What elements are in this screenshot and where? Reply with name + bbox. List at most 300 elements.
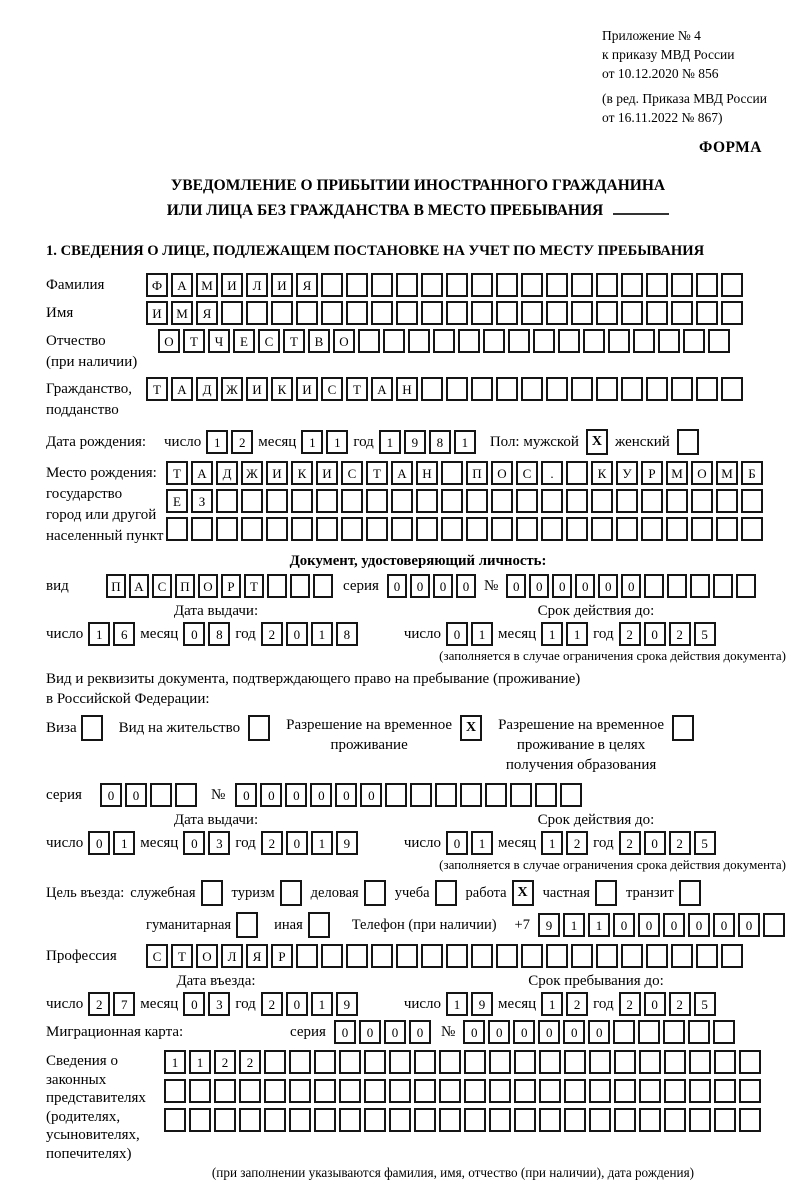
birth-year-boxes[interactable] (379, 430, 476, 454)
char-box[interactable]: 0 (688, 913, 710, 937)
purpose-work-checkbox[interactable]: X (512, 880, 534, 906)
char-box[interactable] (666, 489, 688, 513)
char-box[interactable]: 1 (88, 622, 110, 646)
char-box[interactable]: 2 (619, 622, 641, 646)
char-box[interactable] (546, 944, 568, 968)
char-box[interactable]: Е (233, 329, 255, 353)
stay-day-boxes[interactable] (446, 992, 493, 1016)
char-box[interactable] (341, 489, 363, 513)
purpose-transit-checkbox[interactable] (679, 880, 701, 906)
residence-issue-day-boxes[interactable] (88, 831, 135, 855)
char-box[interactable] (666, 517, 688, 541)
char-box[interactable] (364, 1108, 386, 1132)
char-box[interactable] (471, 273, 493, 297)
char-box[interactable]: О (491, 461, 513, 485)
char-box[interactable]: А (171, 377, 193, 401)
char-box[interactable] (541, 489, 563, 513)
char-box[interactable]: Л (246, 273, 268, 297)
char-box[interactable]: 8 (429, 430, 451, 454)
char-box[interactable] (583, 329, 605, 353)
char-box[interactable] (366, 489, 388, 513)
char-box[interactable]: 0 (538, 1020, 560, 1044)
char-box[interactable] (391, 489, 413, 513)
char-box[interactable]: Т (244, 574, 264, 598)
char-box[interactable]: 0 (260, 783, 282, 807)
char-box[interactable] (539, 1079, 561, 1103)
char-box[interactable]: 8 (336, 622, 358, 646)
char-box[interactable]: Т (171, 944, 193, 968)
char-box[interactable]: С (152, 574, 172, 598)
char-box[interactable]: О (198, 574, 218, 598)
char-box[interactable]: Ж (221, 377, 243, 401)
char-box[interactable]: У (616, 461, 638, 485)
char-box[interactable] (164, 1079, 186, 1103)
char-box[interactable] (589, 1108, 611, 1132)
char-box[interactable] (664, 1050, 686, 1074)
char-box[interactable] (214, 1108, 236, 1132)
char-box[interactable] (391, 517, 413, 541)
char-box[interactable] (596, 301, 618, 325)
char-box[interactable] (564, 1108, 586, 1132)
char-box[interactable]: К (591, 461, 613, 485)
char-box[interactable] (466, 489, 488, 513)
char-box[interactable]: С (321, 377, 343, 401)
char-box[interactable] (690, 574, 710, 598)
char-box[interactable] (596, 944, 618, 968)
doc-number-boxes[interactable] (506, 574, 756, 598)
doc-valid-day-boxes[interactable] (446, 622, 493, 646)
name-boxes[interactable] (146, 301, 743, 325)
char-box[interactable] (621, 944, 643, 968)
char-box[interactable]: А (191, 461, 213, 485)
char-box[interactable] (721, 273, 743, 297)
char-box[interactable]: О (333, 329, 355, 353)
char-box[interactable]: 1 (541, 992, 563, 1016)
char-box[interactable]: 0 (713, 913, 735, 937)
patronymic-boxes[interactable] (158, 329, 730, 353)
char-box[interactable] (446, 944, 468, 968)
char-box[interactable] (471, 301, 493, 325)
char-box[interactable] (471, 944, 493, 968)
char-box[interactable] (410, 783, 432, 807)
residence-issue-year-boxes[interactable] (261, 831, 358, 855)
char-box[interactable] (683, 329, 705, 353)
char-box[interactable]: Б (741, 461, 763, 485)
char-box[interactable] (416, 489, 438, 513)
char-box[interactable]: С (146, 944, 168, 968)
entry-day-boxes[interactable] (88, 992, 135, 1016)
purpose-business-checkbox[interactable] (364, 880, 386, 906)
char-box[interactable]: 0 (310, 783, 332, 807)
char-box[interactable] (290, 574, 310, 598)
doc-issue-day-boxes[interactable] (88, 622, 135, 646)
char-box[interactable]: 0 (644, 992, 666, 1016)
char-box[interactable] (763, 913, 785, 937)
char-box[interactable] (266, 489, 288, 513)
char-box[interactable] (150, 783, 172, 807)
char-box[interactable]: 0 (285, 783, 307, 807)
char-box[interactable]: 1 (541, 831, 563, 855)
char-box[interactable] (464, 1108, 486, 1132)
char-box[interactable]: Ф (146, 273, 168, 297)
char-box[interactable] (191, 517, 213, 541)
char-box[interactable]: Р (221, 574, 241, 598)
char-box[interactable]: И (296, 377, 318, 401)
residence-valid-day-boxes[interactable] (446, 831, 493, 855)
char-box[interactable] (571, 377, 593, 401)
char-box[interactable] (346, 944, 368, 968)
char-box[interactable] (646, 377, 668, 401)
char-box[interactable]: И (266, 461, 288, 485)
char-box[interactable]: 2 (619, 992, 641, 1016)
char-box[interactable] (546, 377, 568, 401)
char-box[interactable] (521, 301, 543, 325)
char-box[interactable]: 1 (311, 992, 333, 1016)
char-box[interactable]: Я (296, 273, 318, 297)
char-box[interactable] (421, 273, 443, 297)
char-box[interactable]: 5 (694, 992, 716, 1016)
char-box[interactable] (516, 489, 538, 513)
char-box[interactable]: 0 (613, 913, 635, 937)
char-box[interactable]: А (391, 461, 413, 485)
char-box[interactable] (496, 301, 518, 325)
char-box[interactable]: 1 (206, 430, 228, 454)
char-box[interactable] (658, 329, 680, 353)
char-box[interactable]: 1 (311, 831, 333, 855)
migration-number-boxes[interactable] (463, 1020, 735, 1044)
char-box[interactable] (267, 574, 287, 598)
char-box[interactable] (671, 273, 693, 297)
char-box[interactable] (489, 1050, 511, 1074)
char-box[interactable] (446, 273, 468, 297)
char-box[interactable]: 0 (359, 1020, 381, 1044)
char-box[interactable]: 1 (189, 1050, 211, 1074)
surname-boxes[interactable] (146, 273, 743, 297)
char-box[interactable] (714, 1108, 736, 1132)
char-box[interactable] (366, 517, 388, 541)
char-box[interactable] (396, 944, 418, 968)
char-box[interactable]: 0 (286, 622, 308, 646)
char-box[interactable] (564, 1050, 586, 1074)
char-box[interactable]: Л (221, 944, 243, 968)
purpose-humanitarian-checkbox[interactable] (236, 912, 258, 938)
char-box[interactable]: 0 (446, 831, 468, 855)
char-box[interactable] (571, 944, 593, 968)
char-box[interactable] (485, 783, 507, 807)
char-box[interactable]: 9 (404, 430, 426, 454)
purpose-study-checkbox[interactable] (435, 880, 457, 906)
char-box[interactable]: 2 (239, 1050, 261, 1074)
char-box[interactable]: М (716, 461, 738, 485)
char-box[interactable]: Н (416, 461, 438, 485)
char-box[interactable]: 0 (663, 913, 685, 937)
char-box[interactable]: 2 (669, 831, 691, 855)
char-box[interactable] (266, 517, 288, 541)
char-box[interactable] (560, 783, 582, 807)
purpose-private-checkbox[interactable] (595, 880, 617, 906)
char-box[interactable]: 0 (463, 1020, 485, 1044)
char-box[interactable]: П (175, 574, 195, 598)
char-box[interactable]: 0 (638, 913, 660, 937)
char-box[interactable] (364, 1050, 386, 1074)
char-box[interactable]: 0 (506, 574, 526, 598)
char-box[interactable]: 0 (125, 783, 147, 807)
char-box[interactable]: Р (641, 461, 663, 485)
citizenship-boxes[interactable] (146, 377, 743, 401)
char-box[interactable] (321, 301, 343, 325)
residence-valid-year-boxes[interactable] (619, 831, 716, 855)
char-box[interactable] (489, 1108, 511, 1132)
char-box[interactable]: 2 (566, 992, 588, 1016)
gender-male-checkbox[interactable]: X (586, 429, 608, 455)
char-box[interactable]: Ч (208, 329, 230, 353)
char-box[interactable]: А (371, 377, 393, 401)
char-box[interactable] (589, 1050, 611, 1074)
entry-month-boxes[interactable] (183, 992, 230, 1016)
char-box[interactable]: И (221, 273, 243, 297)
char-box[interactable] (464, 1079, 486, 1103)
char-box[interactable]: Т (346, 377, 368, 401)
char-box[interactable] (521, 377, 543, 401)
char-box[interactable] (439, 1050, 461, 1074)
char-box[interactable] (496, 273, 518, 297)
char-box[interactable] (714, 1079, 736, 1103)
char-box[interactable] (646, 944, 668, 968)
char-box[interactable]: М (196, 273, 218, 297)
char-box[interactable]: 0 (360, 783, 382, 807)
char-box[interactable]: 1 (311, 622, 333, 646)
char-box[interactable] (571, 301, 593, 325)
char-box[interactable]: 0 (286, 992, 308, 1016)
char-box[interactable] (435, 783, 457, 807)
char-box[interactable] (614, 1079, 636, 1103)
char-box[interactable]: 0 (588, 1020, 610, 1044)
char-box[interactable]: К (291, 461, 313, 485)
char-box[interactable] (289, 1108, 311, 1132)
char-box[interactable] (421, 301, 443, 325)
char-box[interactable]: 9 (336, 992, 358, 1016)
char-box[interactable] (371, 944, 393, 968)
char-box[interactable] (439, 1079, 461, 1103)
char-box[interactable] (458, 329, 480, 353)
char-box[interactable]: Т (183, 329, 205, 353)
char-box[interactable] (321, 273, 343, 297)
char-box[interactable] (521, 944, 543, 968)
char-box[interactable]: 1 (471, 622, 493, 646)
char-box[interactable] (541, 517, 563, 541)
char-box[interactable] (641, 517, 663, 541)
char-box[interactable] (516, 517, 538, 541)
char-box[interactable] (396, 273, 418, 297)
char-box[interactable] (446, 301, 468, 325)
char-box[interactable]: 1 (588, 913, 610, 937)
char-box[interactable] (421, 944, 443, 968)
char-box[interactable]: 0 (598, 574, 618, 598)
char-box[interactable] (571, 273, 593, 297)
doc-kind-boxes[interactable] (106, 574, 333, 598)
char-box[interactable] (471, 377, 493, 401)
phone-boxes[interactable] (538, 913, 785, 937)
char-box[interactable] (716, 517, 738, 541)
char-box[interactable]: Д (216, 461, 238, 485)
char-box[interactable]: И (316, 461, 338, 485)
char-box[interactable] (591, 517, 613, 541)
char-box[interactable]: М (666, 461, 688, 485)
char-box[interactable]: 0 (334, 1020, 356, 1044)
char-box[interactable] (439, 1108, 461, 1132)
char-box[interactable] (389, 1050, 411, 1074)
char-box[interactable] (741, 517, 763, 541)
char-box[interactable]: 0 (409, 1020, 431, 1044)
char-box[interactable] (521, 273, 543, 297)
char-box[interactable]: 0 (644, 831, 666, 855)
char-box[interactable] (264, 1108, 286, 1132)
char-box[interactable]: 2 (261, 992, 283, 1016)
char-box[interactable] (508, 329, 530, 353)
char-box[interactable] (371, 301, 393, 325)
char-box[interactable] (483, 329, 505, 353)
char-box[interactable]: 9 (471, 992, 493, 1016)
char-box[interactable] (489, 1079, 511, 1103)
char-box[interactable] (496, 944, 518, 968)
char-box[interactable]: 2 (669, 992, 691, 1016)
char-box[interactable]: 5 (694, 622, 716, 646)
char-box[interactable] (533, 329, 555, 353)
char-box[interactable]: Т (366, 461, 388, 485)
char-box[interactable]: О (196, 944, 218, 968)
char-box[interactable] (289, 1079, 311, 1103)
char-box[interactable] (416, 517, 438, 541)
char-box[interactable] (466, 517, 488, 541)
char-box[interactable] (296, 944, 318, 968)
char-box[interactable]: 0 (88, 831, 110, 855)
char-box[interactable] (241, 489, 263, 513)
stay-year-boxes[interactable] (619, 992, 716, 1016)
char-box[interactable] (716, 489, 738, 513)
doc-valid-year-boxes[interactable] (619, 622, 716, 646)
char-box[interactable]: 0 (387, 574, 407, 598)
char-box[interactable] (671, 377, 693, 401)
char-box[interactable] (316, 517, 338, 541)
char-box[interactable]: П (466, 461, 488, 485)
char-box[interactable] (221, 301, 243, 325)
char-box[interactable]: 5 (694, 831, 716, 855)
char-box[interactable] (341, 517, 363, 541)
birth-day-boxes[interactable] (206, 430, 253, 454)
char-box[interactable] (621, 377, 643, 401)
char-box[interactable]: 1 (454, 430, 476, 454)
char-box[interactable]: 1 (379, 430, 401, 454)
char-box[interactable]: 9 (538, 913, 560, 937)
doc-series-boxes[interactable] (387, 574, 476, 598)
char-box[interactable] (633, 329, 655, 353)
char-box[interactable] (346, 301, 368, 325)
char-box[interactable]: 2 (566, 831, 588, 855)
char-box[interactable]: Т (166, 461, 188, 485)
char-box[interactable]: И (246, 377, 268, 401)
char-box[interactable] (721, 301, 743, 325)
char-box[interactable]: Н (396, 377, 418, 401)
birth-month-boxes[interactable] (301, 430, 348, 454)
char-box[interactable]: Т (146, 377, 168, 401)
char-box[interactable] (316, 489, 338, 513)
char-box[interactable] (621, 301, 643, 325)
doc-issue-month-boxes[interactable] (183, 622, 230, 646)
char-box[interactable]: 0 (513, 1020, 535, 1044)
char-box[interactable]: 2 (88, 992, 110, 1016)
char-box[interactable] (739, 1079, 761, 1103)
char-box[interactable]: 0 (183, 831, 205, 855)
char-box[interactable] (664, 1108, 686, 1132)
char-box[interactable] (714, 1050, 736, 1074)
char-box[interactable] (589, 1079, 611, 1103)
entry-year-boxes[interactable] (261, 992, 358, 1016)
char-box[interactable] (346, 273, 368, 297)
char-box[interactable] (689, 1050, 711, 1074)
char-box[interactable] (708, 329, 730, 353)
char-box[interactable] (667, 574, 687, 598)
char-box[interactable] (614, 1108, 636, 1132)
char-box[interactable] (621, 273, 643, 297)
char-box[interactable] (239, 1079, 261, 1103)
char-box[interactable]: 3 (208, 831, 230, 855)
visa-checkbox[interactable] (81, 715, 103, 741)
char-box[interactable] (558, 329, 580, 353)
char-box[interactable] (291, 517, 313, 541)
char-box[interactable]: 2 (261, 831, 283, 855)
residence-permit-checkbox[interactable] (248, 715, 270, 741)
temp-permit-edu-checkbox[interactable] (672, 715, 694, 741)
char-box[interactable] (696, 377, 718, 401)
char-box[interactable]: Я (246, 944, 268, 968)
char-box[interactable] (271, 301, 293, 325)
char-box[interactable] (639, 1079, 661, 1103)
char-box[interactable] (646, 301, 668, 325)
char-box[interactable]: С (516, 461, 538, 485)
char-box[interactable] (496, 377, 518, 401)
char-box[interactable] (638, 1020, 660, 1044)
char-box[interactable] (696, 301, 718, 325)
representatives-row2-boxes[interactable] (164, 1079, 761, 1103)
char-box[interactable] (433, 329, 455, 353)
char-box[interactable] (264, 1050, 286, 1074)
char-box[interactable] (639, 1108, 661, 1132)
char-box[interactable] (514, 1108, 536, 1132)
char-box[interactable] (566, 461, 588, 485)
char-box[interactable]: К (271, 377, 293, 401)
birth-place-city-boxes[interactable] (166, 489, 763, 513)
char-box[interactable]: 0 (446, 622, 468, 646)
char-box[interactable] (696, 273, 718, 297)
char-box[interactable] (616, 489, 638, 513)
char-box[interactable]: Д (196, 377, 218, 401)
char-box[interactable]: 0 (621, 574, 641, 598)
birth-place-extra-boxes[interactable] (166, 517, 763, 541)
char-box[interactable] (514, 1050, 536, 1074)
char-box[interactable] (421, 377, 443, 401)
residence-number-boxes[interactable] (235, 783, 582, 807)
char-box[interactable]: П (106, 574, 126, 598)
char-box[interactable]: 0 (456, 574, 476, 598)
char-box[interactable]: М (171, 301, 193, 325)
char-box[interactable]: 2 (619, 831, 641, 855)
char-box[interactable]: 0 (552, 574, 572, 598)
doc-valid-month-boxes[interactable] (541, 622, 588, 646)
char-box[interactable]: 0 (488, 1020, 510, 1044)
char-box[interactable]: 0 (235, 783, 257, 807)
char-box[interactable] (321, 944, 343, 968)
char-box[interactable] (510, 783, 532, 807)
